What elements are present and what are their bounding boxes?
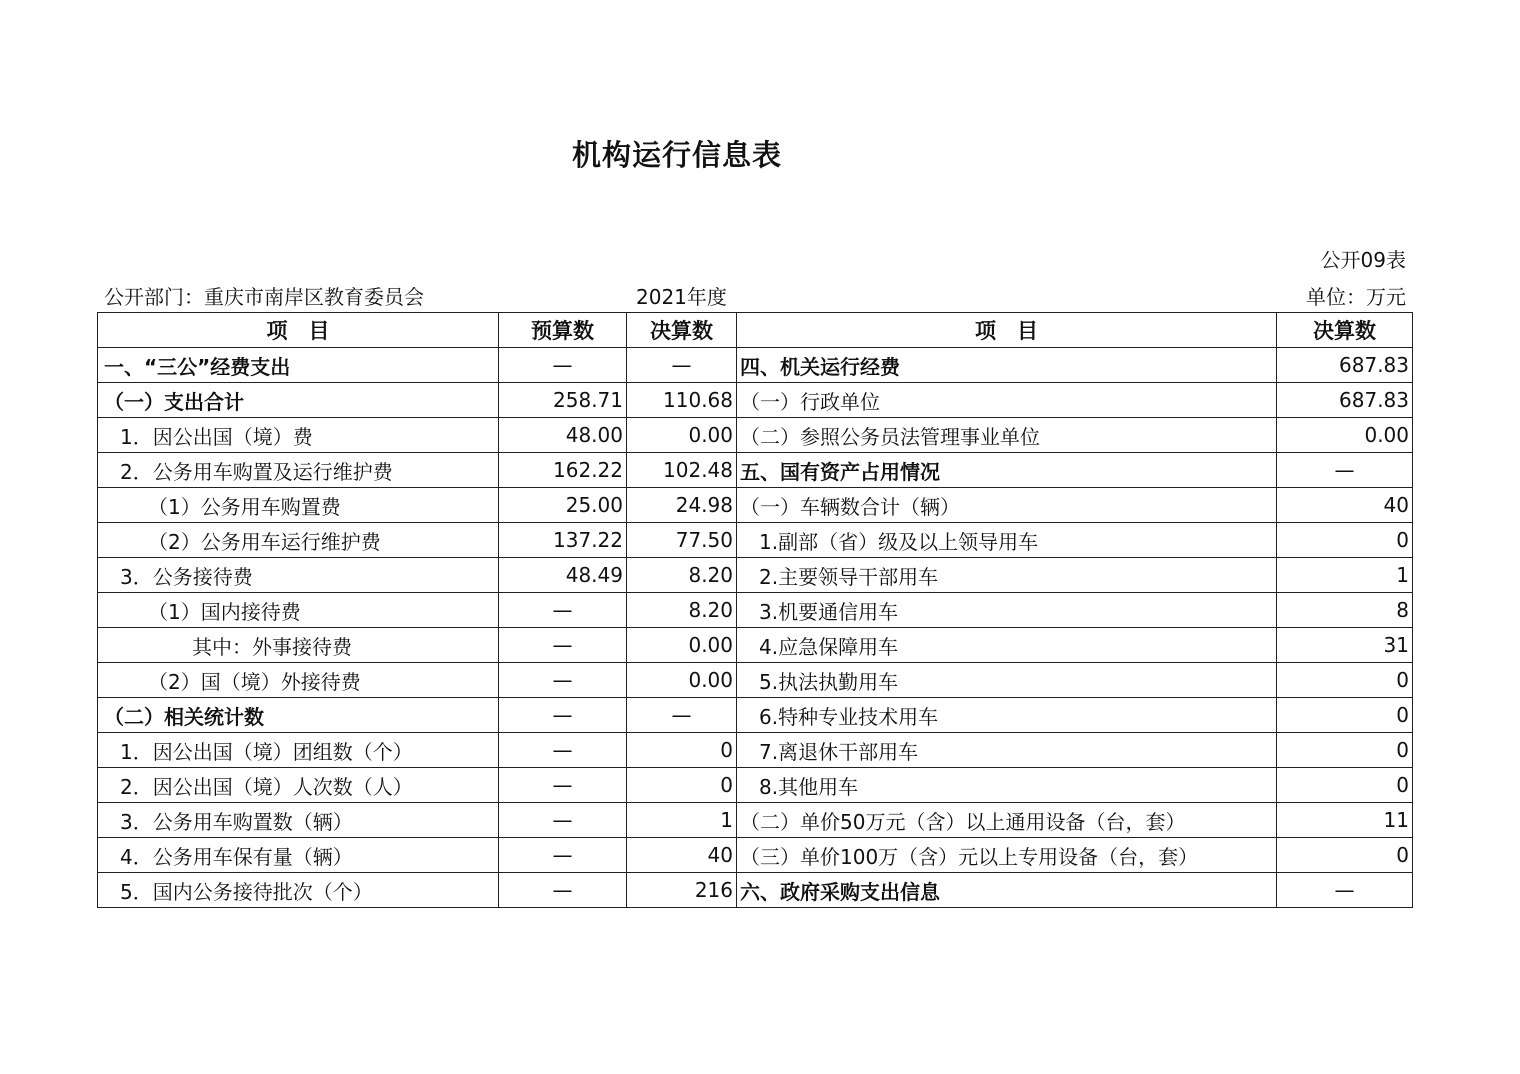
row-item-left: （一）支出合计 <box>98 383 499 418</box>
report-table <box>97 312 1413 908</box>
row-item-right: 六、政府采购支出信息 <box>737 873 1277 908</box>
row-final: 0 <box>627 768 737 803</box>
row-budget: 48.49 <box>499 558 627 593</box>
row-final: 8.20 <box>627 593 737 628</box>
row-budget: — <box>499 698 627 733</box>
row-item-left: 4．公务用车保有量（辆） <box>98 838 499 873</box>
row-item-left: （1）国内接待费 <box>98 593 499 628</box>
row-final: 0.00 <box>627 663 737 698</box>
row-final: 216 <box>627 873 737 908</box>
row-final-right: 0 <box>1277 523 1413 558</box>
row-item-left: 3．公务接待费 <box>98 558 499 593</box>
row-final-right: — <box>1277 873 1413 908</box>
row-final: 8.20 <box>627 558 737 593</box>
row-final: 0 <box>627 733 737 768</box>
row-final-right: 0 <box>1277 733 1413 768</box>
row-budget: — <box>499 628 627 663</box>
header-final: 决算数 <box>627 313 737 348</box>
year-label: 2021年度 <box>636 285 727 309</box>
row-final-right: 687.83 <box>1277 348 1413 383</box>
row-budget: 258.71 <box>499 383 627 418</box>
row-item-right: 四、机关运行经费 <box>737 348 1277 383</box>
row-final: 24.98 <box>627 488 737 523</box>
row-final-right: 0 <box>1277 768 1413 803</box>
row-final: 102.48 <box>627 453 737 488</box>
header-item: 项 目 <box>98 313 499 348</box>
page-title: 机构运行信息表 <box>572 138 783 172</box>
row-item-left: （2）国（境）外接待费 <box>98 663 499 698</box>
table-row <box>98 383 1413 418</box>
row-final: — <box>627 698 737 733</box>
table-row <box>98 663 1413 698</box>
department-label: 公开部门：重庆市南岸区教育委员会 <box>104 285 424 309</box>
row-item-left: 一、“三公”经费支出 <box>98 348 499 383</box>
table-row <box>98 488 1413 523</box>
row-budget: 162.22 <box>499 453 627 488</box>
row-item-left: 5．国内公务接待批次（个） <box>98 873 499 908</box>
row-item-right: 五、国有资产占用情况 <box>737 453 1277 488</box>
row-final-right: 0 <box>1277 663 1413 698</box>
table-row <box>98 803 1413 838</box>
row-final: 77.50 <box>627 523 737 558</box>
table-row <box>98 453 1413 488</box>
row-final-right: 40 <box>1277 488 1413 523</box>
row-final: 0.00 <box>627 628 737 663</box>
row-budget: — <box>499 593 627 628</box>
unit-label: 单位：万元 <box>1306 285 1406 309</box>
header-row <box>98 313 1413 348</box>
row-item-left: 1．因公出国（境）费 <box>98 418 499 453</box>
table-row <box>98 418 1413 453</box>
row-item-right: 5.执法执勤用车 <box>737 663 1277 698</box>
row-final: 0.00 <box>627 418 737 453</box>
table-row <box>98 558 1413 593</box>
row-item-right: （二）参照公务员法管理事业单位 <box>737 418 1277 453</box>
row-budget: — <box>499 873 627 908</box>
row-final-right: 1 <box>1277 558 1413 593</box>
row-budget: — <box>499 838 627 873</box>
row-final-right: 0 <box>1277 698 1413 733</box>
header-final-right: 决算数 <box>1277 313 1413 348</box>
table-row <box>98 523 1413 558</box>
row-item-right: （一）行政单位 <box>737 383 1277 418</box>
row-budget: 25.00 <box>499 488 627 523</box>
table-row <box>98 733 1413 768</box>
row-budget: — <box>499 733 627 768</box>
row-item-right: （二）单价50万元（含）以上通用设备（台，套） <box>737 803 1277 838</box>
row-final-right: 687.83 <box>1277 383 1413 418</box>
row-item-right: 6.特种专业技术用车 <box>737 698 1277 733</box>
row-item-right: （一）车辆数合计（辆） <box>737 488 1277 523</box>
row-final-right: — <box>1277 453 1413 488</box>
row-budget: — <box>499 768 627 803</box>
row-final: 110.68 <box>627 383 737 418</box>
row-item-right: 2.主要领导干部用车 <box>737 558 1277 593</box>
table-row <box>98 768 1413 803</box>
row-budget: — <box>499 348 627 383</box>
row-item-left: 2．公务用车购置及运行维护费 <box>98 453 499 488</box>
row-item-left: （2）公务用车运行维护费 <box>98 523 499 558</box>
header-item-right: 项 目 <box>737 313 1277 348</box>
row-item-right: 7.离退休干部用车 <box>737 733 1277 768</box>
row-budget: — <box>499 663 627 698</box>
table-row <box>98 593 1413 628</box>
table-row <box>98 628 1413 663</box>
row-item-right: 8.其他用车 <box>737 768 1277 803</box>
row-item-left: （二）相关统计数 <box>98 698 499 733</box>
row-item-left: 其中：外事接待费 <box>98 628 499 663</box>
row-budget: — <box>499 803 627 838</box>
table-row <box>98 348 1413 383</box>
row-final: — <box>627 348 737 383</box>
row-final-right: 31 <box>1277 628 1413 663</box>
row-item-right: 1.副部（省）级及以上领导用车 <box>737 523 1277 558</box>
row-final-right: 0 <box>1277 838 1413 873</box>
table-row <box>98 873 1413 908</box>
row-final-right: 8 <box>1277 593 1413 628</box>
form-number: 公开09表 <box>1320 248 1406 272</box>
table-row <box>98 838 1413 873</box>
row-final: 40 <box>627 838 737 873</box>
row-item-right: 4.应急保障用车 <box>737 628 1277 663</box>
row-item-left: 3．公务用车购置数（辆） <box>98 803 499 838</box>
row-budget: 137.22 <box>499 523 627 558</box>
header-budget: 预算数 <box>499 313 627 348</box>
row-final-right: 0.00 <box>1277 418 1413 453</box>
row-item-right: （三）单价100万（含）元以上专用设备（台，套） <box>737 838 1277 873</box>
row-item-right: 3.机要通信用车 <box>737 593 1277 628</box>
row-item-left: 2．因公出国（境）人次数（人） <box>98 768 499 803</box>
row-budget: 48.00 <box>499 418 627 453</box>
row-item-left: 1．因公出国（境）团组数（个） <box>98 733 499 768</box>
row-item-left: （1）公务用车购置费 <box>98 488 499 523</box>
row-final: 1 <box>627 803 737 838</box>
table-row <box>98 698 1413 733</box>
row-final-right: 11 <box>1277 803 1413 838</box>
